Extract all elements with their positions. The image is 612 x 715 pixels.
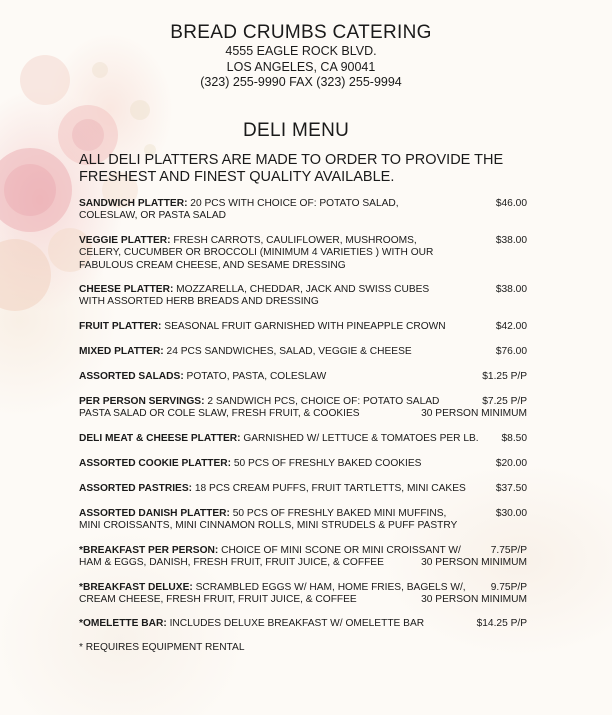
item-price: $14.25 P/P	[476, 618, 527, 629]
menu-item-sandwich-platter	[79, 198, 527, 223]
item-desc: WITH ASSORTED HERB BREADS AND DRESSING	[79, 296, 319, 308]
item-desc: 24 PCS SANDWICHES, SALAD, VEGGIE & CHEESE	[163, 346, 412, 357]
menu-item-cookie-platter	[79, 458, 527, 470]
menu-item-assorted-pastries	[79, 483, 527, 495]
item-desc: HAM & EGGS, DANISH, FRESH FRUIT, FRUIT JUICE, & COFFEE	[79, 557, 384, 569]
item-desc: SCRAMBLED EGGS W/ HAM, HOME FRIES, BAGELS W/,	[192, 582, 466, 593]
item-desc: SEASONAL FRUIT GARNISHED WITH PINEAPPLE CROWN	[161, 321, 446, 332]
item-name: *BREAKFAST PER PERSON:	[79, 545, 219, 556]
item-name: MIXED PLATTER:	[79, 346, 164, 357]
item-desc: MOZZARELLA, CHEDDAR, JACK AND SWISS CUBES	[173, 284, 430, 295]
item-minimum: 30 PERSON MINIMUM	[421, 408, 527, 420]
intro-text: ALL DELI PLATTERS ARE MADE TO ORDER TO PROVIDE THE FRESHEST AND FINEST QUALITY AVAILABLE.	[79, 152, 504, 185]
item-name: *BREAKFAST DELUXE:	[79, 582, 193, 593]
company-name: BREAD CRUMBS CATERING	[170, 22, 432, 43]
menu-title: DELI MENU	[243, 120, 350, 141]
item-name: ASSORTED SALADS:	[79, 371, 184, 382]
footnote: * REQUIRES EQUIPMENT RENTAL	[79, 642, 245, 653]
item-name: DELI MEAT & CHEESE PLATTER:	[79, 433, 241, 444]
phone-fax: (323) 255-9990 FAX (323) 255-9994	[200, 75, 402, 89]
item-desc: CELERY, CUCUMBER OR BROCCOLI (MINIMUM 4 VARIETIES ) WITH OUR	[79, 247, 434, 259]
header	[0, 22, 612, 91]
menu-item-mixed-platter	[79, 346, 527, 358]
item-desc: PASTA SALAD OR COLE SLAW, FRESH FRUIT, & COOKIES	[79, 408, 360, 420]
menu-item-assorted-salads	[79, 371, 527, 383]
item-desc: CREAM CHEESE, FRESH FRUIT, FRUIT JUICE, & COFFEE	[79, 594, 357, 606]
item-desc: CHOICE OF MINI SCONE OR MINI CROISSANT W/	[218, 545, 461, 556]
menu-item-fruit-platter	[79, 321, 527, 333]
menu-item-per-person-servings	[79, 396, 527, 421]
city-address: LOS ANGELES, CA 90041	[226, 59, 376, 74]
item-price: 9.75P/P	[490, 582, 527, 593]
item-price: $38.00	[495, 284, 527, 295]
menu-item-deli-meat-cheese	[79, 433, 527, 445]
menu-item-cheese-platter	[79, 284, 527, 309]
item-desc: FABULOUS CREAM CHEESE, AND SESAME DRESSING	[79, 259, 346, 271]
item-desc: 50 PCS OF FRESHLY BAKED COOKIES	[231, 458, 422, 469]
item-desc: 18 PCS CREAM PUFFS, FRUIT TARTLETTS, MINI CAKES	[192, 483, 466, 494]
item-desc: POTATO, PASTA, COLESLAW	[183, 371, 327, 382]
item-minimum: 30 PERSON MINIMUM	[421, 557, 527, 569]
item-price: $46.00	[495, 198, 527, 209]
item-minimum: 30 PERSON MINIMUM	[421, 594, 527, 606]
menu-item-breakfast-per-person	[79, 545, 527, 570]
menu-item-danish-platter	[79, 508, 527, 533]
item-desc: 2 SANDWICH PCS, CHOICE OF: POTATO SALAD	[204, 396, 440, 407]
menu-item-breakfast-deluxe	[79, 582, 527, 607]
item-desc: GARNISHED W/ LETTUCE & TOMATOES PER LB.	[240, 433, 479, 444]
item-name: FRUIT PLATTER:	[79, 321, 162, 332]
menu-item-omelette-bar	[79, 618, 527, 630]
item-name: SANDWICH PLATTER:	[79, 198, 188, 209]
item-name: ASSORTED PASTRIES:	[79, 483, 193, 494]
item-price: $1.25 P/P	[482, 371, 527, 382]
item-desc: FRESH CARROTS, CAULIFLOWER, MUSHROOMS,	[170, 235, 417, 246]
item-price: $38.00	[495, 235, 527, 246]
item-price: $37.50	[495, 483, 527, 494]
item-desc: COLESLAW, OR PASTA SALAD	[79, 210, 227, 222]
item-name: CHEESE PLATTER:	[79, 284, 174, 295]
item-name: VEGGIE PLATTER:	[79, 235, 171, 246]
item-price: $20.00	[495, 458, 527, 469]
item-desc: INCLUDES DELUXE BREAKFAST W/ OMELETTE BAR	[166, 618, 425, 629]
item-name: *OMELETTE BAR:	[79, 618, 167, 629]
item-price: $8.50	[501, 433, 527, 444]
item-desc: 50 PCS OF FRESHLY BAKED MINI MUFFINS,	[229, 508, 447, 519]
item-desc: MINI CROISSANTS, MINI CINNAMON ROLLS, MINI STRUDELS & PUFF PASTRY	[79, 520, 458, 532]
item-name: ASSORTED DANISH PLATTER:	[79, 508, 230, 519]
item-name: ASSORTED COOKIE PLATTER:	[79, 458, 232, 469]
item-price: $42.00	[495, 321, 527, 332]
street-address: 4555 EAGLE ROCK BLVD.	[225, 44, 377, 58]
menu-item-veggie-platter	[79, 235, 527, 272]
item-desc: 20 PCS WITH CHOICE OF: POTATO SALAD,	[187, 198, 399, 209]
item-price: $76.00	[495, 346, 527, 357]
item-price: $7.25 P/P	[482, 396, 527, 407]
item-name: PER PERSON SERVINGS:	[79, 396, 205, 407]
item-price: 7.75P/P	[490, 545, 527, 556]
item-price: $30.00	[495, 508, 527, 519]
